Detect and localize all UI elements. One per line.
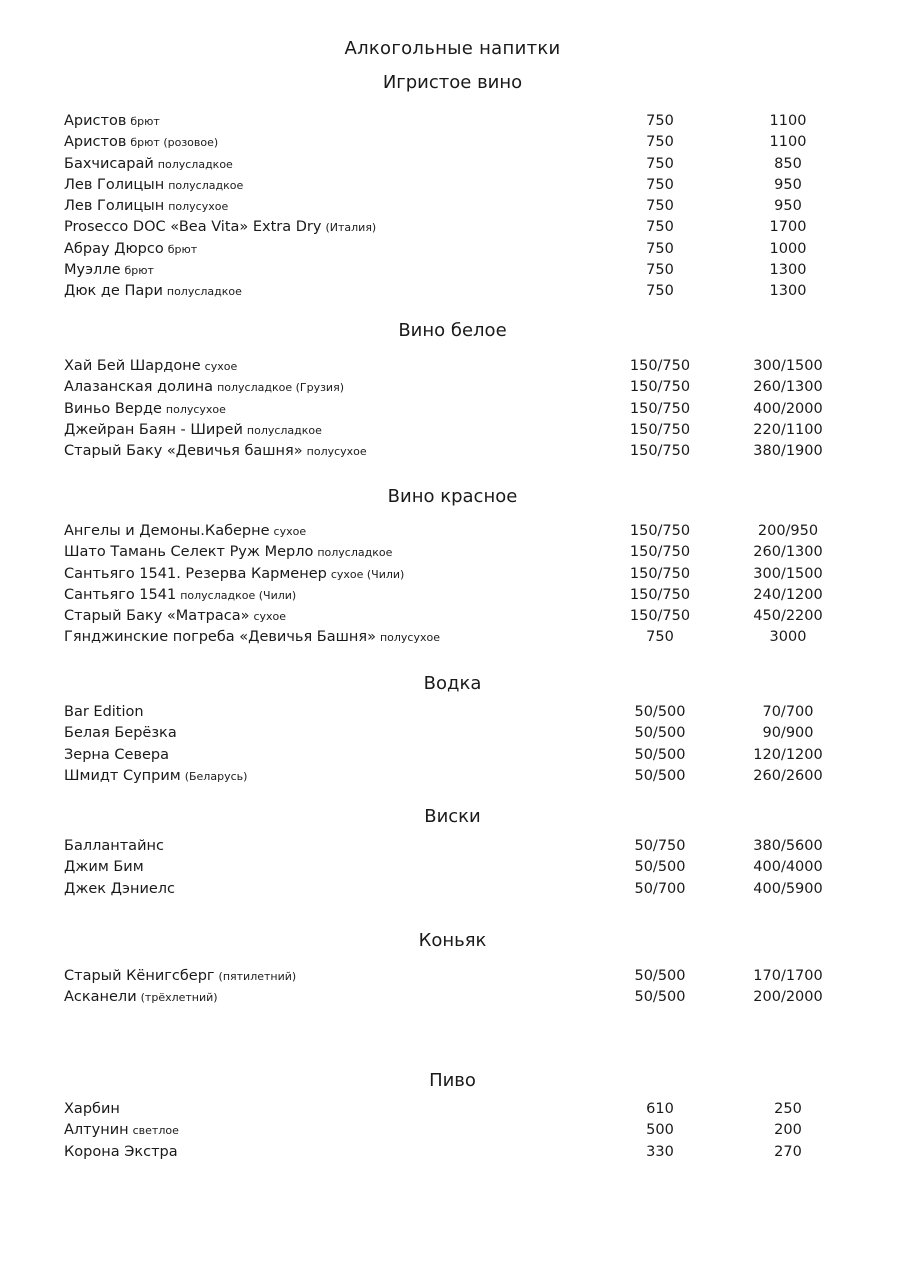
section-title: Виски	[424, 806, 481, 827]
menu-item	[64, 217, 864, 238]
item-volume: 50/500	[634, 767, 686, 784]
section-title: Коньяк	[418, 930, 487, 951]
item-price: 1000	[769, 240, 807, 257]
item-volume: 150/750	[629, 421, 691, 438]
section-items	[64, 356, 864, 462]
item-volume: 150/750	[629, 586, 691, 603]
item-volume: 150/750	[629, 608, 691, 625]
item-price: 1300	[769, 262, 807, 279]
item-note: полусухое	[168, 200, 229, 214]
item-name: Шмидт Суприм (Беларусь)	[64, 767, 248, 784]
section-items	[64, 1099, 864, 1163]
item-name: Виньо Верде полусухое	[64, 400, 226, 417]
item-name: Алазанская долина полусладкое (Грузия)	[64, 379, 344, 396]
item-name: Баллантайнс	[64, 838, 164, 854]
menu-item	[64, 154, 864, 175]
menu-item	[64, 745, 864, 766]
item-price: 120/1200	[753, 746, 823, 763]
item-name: Старый Баку «Матраса» сухое	[64, 608, 287, 625]
menu-item	[64, 766, 864, 787]
item-volume: 750	[646, 240, 674, 257]
item-name: Алтунин светлое	[64, 1122, 179, 1139]
item-volume: 150/750	[629, 523, 691, 539]
item-price: 950	[774, 176, 802, 193]
section-items	[64, 836, 864, 900]
item-name: Аристов брют (розовое)	[64, 134, 219, 151]
item-name: Абрау Дюрсо брют	[64, 240, 198, 257]
item-name: Шато Тамань Селект Руж Мерло полусладкое	[64, 544, 393, 561]
item-price: 170/1700	[753, 968, 823, 984]
menu-item	[64, 627, 864, 648]
item-volume: 750	[646, 283, 674, 300]
item-price: 3000	[769, 629, 807, 646]
item-name: Старый Баку «Девичья башня» полусухое	[64, 443, 367, 460]
menu-item	[64, 356, 864, 377]
item-price: 400/2000	[753, 400, 823, 417]
item-name: Харбин	[64, 1101, 120, 1117]
item-volume: 750	[646, 198, 674, 215]
item-note: полусухое	[165, 402, 226, 416]
menu-item	[64, 987, 864, 1008]
item-volume: 750	[646, 134, 674, 151]
item-price: 300/1500	[753, 565, 823, 582]
item-price: 260/2600	[753, 767, 823, 784]
item-name: Джим Бим	[64, 859, 144, 876]
item-name: Дюк де Пари полусладкое	[64, 283, 242, 300]
item-name: Бахчисарай полусладкое	[64, 155, 233, 172]
menu-item	[64, 585, 864, 606]
menu-item	[64, 521, 864, 542]
menu-item	[64, 239, 864, 260]
item-price: 200/2000	[753, 989, 823, 1006]
item-price: 380/1900	[753, 443, 823, 460]
item-price: 1100	[769, 134, 807, 151]
item-note: полусладкое	[157, 157, 233, 171]
item-volume: 750	[646, 629, 674, 646]
item-name: Лев Голицын полусладкое	[64, 176, 244, 193]
section-title: Вино белое	[398, 320, 507, 341]
item-note: полусладкое	[166, 285, 242, 299]
item-name: Лев Голицын полусухое	[64, 198, 229, 215]
item-name: Асканели (трёхлетний)	[64, 989, 218, 1006]
item-price: 380/5600	[753, 838, 823, 854]
item-name: Зерна Севера	[64, 746, 169, 763]
menu-item	[64, 542, 864, 563]
menu-item	[64, 441, 864, 462]
item-name: Гянджинские погреба «Девичья Башня» полусухое	[64, 629, 440, 646]
item-name: Корона Экстра	[64, 1143, 178, 1160]
menu-item	[64, 702, 864, 723]
item-note: светлое	[132, 1124, 179, 1138]
item-price: 400/4000	[753, 859, 823, 876]
item-note: полусладкое	[317, 546, 393, 560]
item-volume: 750	[646, 262, 674, 279]
item-price: 450/2200	[753, 608, 823, 625]
item-price: 270	[774, 1143, 802, 1160]
item-name: Муэлле брют	[64, 262, 154, 279]
item-volume: 750	[646, 113, 674, 129]
item-price: 90/900	[762, 725, 814, 742]
item-note: сухое	[204, 360, 238, 373]
item-price: 220/1100	[753, 421, 823, 438]
item-note: сухое (Чили)	[330, 567, 405, 581]
item-price: 200/950	[757, 523, 819, 539]
item-note: (трёхлетний)	[140, 991, 218, 1005]
menu-item	[64, 132, 864, 153]
menu-item	[64, 879, 864, 900]
item-price: 240/1200	[753, 586, 823, 603]
item-note: брют (розовое)	[130, 136, 219, 150]
item-price: 1700	[769, 219, 807, 236]
item-volume: 50/750	[634, 838, 686, 854]
item-volume: 150/750	[629, 358, 691, 374]
item-price: 950	[774, 198, 802, 215]
item-volume: 50/700	[634, 880, 686, 897]
item-note: сухое	[253, 610, 287, 624]
item-volume: 610	[646, 1101, 674, 1117]
item-volume: 500	[646, 1122, 674, 1139]
menu-item	[64, 564, 864, 585]
item-name: Сантьяго 1541. Резерва Карменер сухое (Чили)	[64, 565, 405, 582]
item-volume: 750	[646, 176, 674, 193]
menu-item	[64, 606, 864, 627]
item-note: сухое	[273, 525, 307, 538]
item-note: (Италия)	[325, 221, 377, 235]
item-volume: 50/500	[634, 725, 686, 742]
item-volume: 150/750	[629, 400, 691, 417]
item-volume: 750	[646, 155, 674, 172]
item-name: Аристов брют	[64, 113, 160, 129]
menu-item	[64, 111, 864, 132]
item-name: Bar Edition	[64, 704, 144, 720]
item-price: 850	[774, 155, 802, 172]
menu-item	[64, 966, 864, 987]
item-note: брют	[130, 115, 160, 128]
item-price: 1100	[769, 113, 807, 129]
menu-item	[64, 196, 864, 217]
item-volume: 750	[646, 219, 674, 236]
page-title: Алкогольные напитки	[344, 38, 561, 59]
item-price: 70/700	[762, 704, 814, 720]
item-volume: 50/500	[634, 968, 686, 984]
menu-item	[64, 857, 864, 878]
menu-item	[64, 399, 864, 420]
item-volume: 150/750	[629, 565, 691, 582]
item-price: 400/5900	[753, 880, 823, 897]
menu-item	[64, 1120, 864, 1141]
item-price: 300/1500	[753, 358, 823, 374]
item-volume: 50/500	[634, 859, 686, 876]
item-name: Джейран Баян - Ширей полусладкое	[64, 421, 322, 438]
section-title: Водка	[423, 673, 482, 694]
section-title: Игристое вино	[382, 72, 523, 93]
item-price: 260/1300	[753, 544, 823, 561]
item-volume: 150/750	[629, 443, 691, 460]
menu-item	[64, 377, 864, 398]
menu-item	[64, 281, 864, 302]
item-volume: 50/500	[634, 704, 686, 720]
menu-item	[64, 1142, 864, 1163]
item-volume: 150/750	[629, 544, 691, 561]
item-name: Ангелы и Демоны.Каберне сухое	[64, 523, 307, 539]
item-volume: 150/750	[629, 379, 691, 396]
menu-item	[64, 836, 864, 857]
section-title: Вино красное	[387, 486, 518, 507]
item-price: 1300	[769, 283, 807, 300]
item-name: Хай Бей Шардоне сухое	[64, 358, 238, 374]
item-name: Джек Дэниелс	[64, 880, 176, 897]
item-price: 260/1300	[753, 379, 823, 396]
item-note: (Беларусь)	[184, 769, 248, 783]
item-price: 200	[774, 1122, 802, 1139]
item-note: полусладкое (Чили)	[180, 588, 297, 602]
menu-item	[64, 420, 864, 441]
item-note: полусладкое	[168, 178, 244, 192]
item-name: Prosecco DOC «Bea Vita» Extra Dry (Италия)	[64, 219, 377, 236]
menu-item	[64, 1099, 864, 1120]
item-name: Старый Кёнигсберг (пятилетний)	[64, 968, 297, 984]
item-name: Белая Берёзка	[64, 725, 177, 742]
item-note: полусухое	[379, 631, 440, 645]
item-note: брют	[124, 264, 154, 278]
item-volume: 50/500	[634, 989, 686, 1006]
item-note: полусухое	[306, 445, 367, 459]
item-name: Сантьяго 1541 полусладкое (Чили)	[64, 586, 297, 603]
section-items	[64, 966, 864, 1009]
item-price: 250	[774, 1101, 802, 1117]
menu-item	[64, 260, 864, 281]
item-volume: 50/500	[634, 746, 686, 763]
section-items	[64, 521, 864, 649]
item-note: брют	[167, 242, 198, 256]
section-title: Пиво	[429, 1070, 476, 1091]
item-volume: 330	[646, 1143, 674, 1160]
section-items	[64, 111, 864, 303]
menu-item	[64, 175, 864, 196]
item-note: полусладкое (Грузия)	[217, 381, 344, 395]
section-items	[64, 702, 864, 787]
item-note: полусладкое	[246, 423, 322, 437]
item-note: (пятилетний)	[218, 970, 297, 983]
menu-item	[64, 723, 864, 744]
